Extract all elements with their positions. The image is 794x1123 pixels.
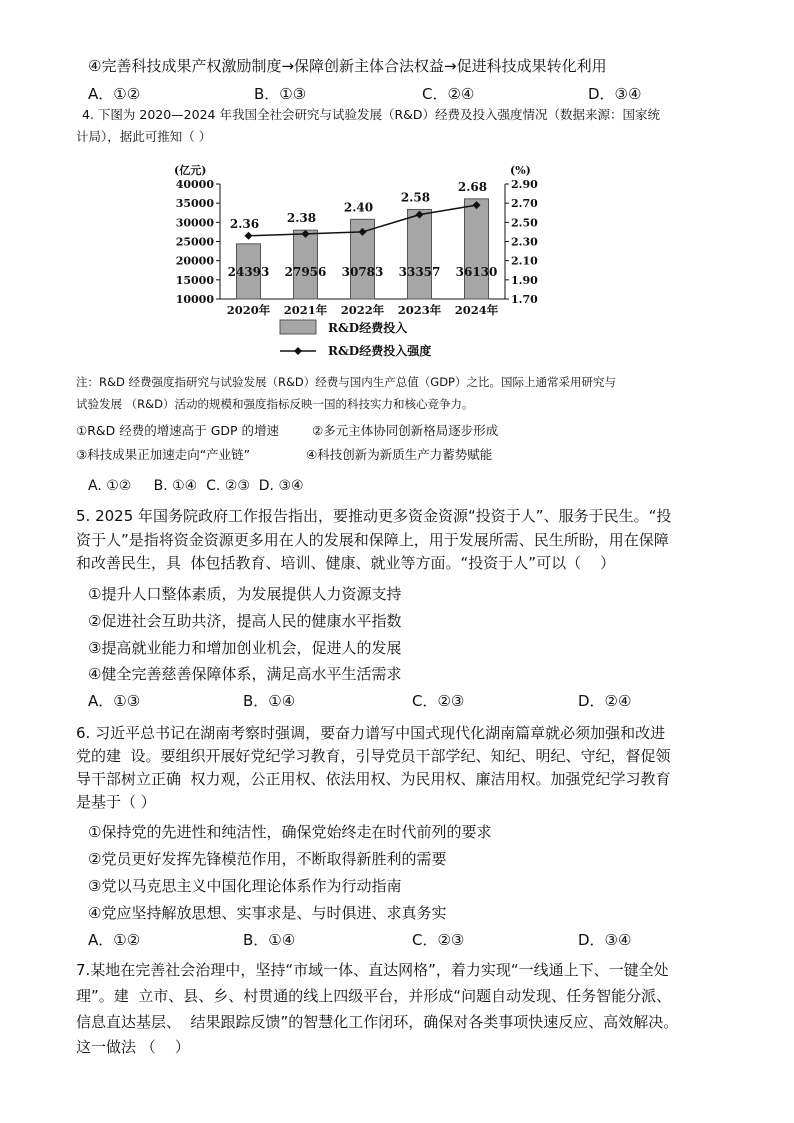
intensity-value-label: 2.38 — [286, 211, 317, 226]
q7-stem-line-4: 这一做法 （ ） — [76, 1038, 190, 1056]
q7-stem-line-3: 信息直达基层、 结果跟踪反馈”的智慧化工作闭环，确保对各类事项快速反应、高效解决。 — [76, 1013, 679, 1031]
q5-item-2: ②促进社会互助共济，提高人民的健康水平指数 — [88, 612, 402, 630]
q3-option-b: B．①③ — [254, 85, 307, 103]
rd-chart — [160, 160, 560, 366]
q6-item-3: ③党以马克思主义中国化理论体系作为行动指南 — [88, 877, 402, 895]
q6-stem-line-1: 6. 习近平总书记在湖南考察时强调，要奋力谱写中国式现代化湖南篇章就必须加强和改进 — [76, 724, 666, 742]
q5-stem-line-3: 和改善民生，具 体包括教育、培训、健康、就业等方面。“投资于人”可以（ ） — [76, 554, 616, 572]
right-tick-label: 2.50 — [511, 216, 538, 230]
right-tick-label: 2.90 — [511, 178, 538, 191]
q6-stem-line-3: 导干部树立正确 权力观，公正用权、依法用权、为民用权、廉洁用权。加强党纪学习教育 — [76, 770, 671, 788]
bar-value-label: 36130 — [455, 265, 498, 279]
left-tick-label: 40000 — [175, 178, 214, 191]
q7-stem-line-1: 7.某地在完善社会治理中，坚持“市域一体、直达网格”，着力实现“一线通上下、一键全处 — [76, 961, 669, 979]
intensity-point — [245, 232, 253, 240]
rd-bar — [465, 199, 489, 299]
q6-item-2: ②党员更好发挥先锋模范作用，不断取得新胜利的需要 — [88, 850, 447, 868]
q3-option-a: A．①② — [88, 85, 141, 103]
right-tick-label: 2.70 — [511, 197, 538, 211]
q4-options: A. ①② B. ①④ C. ②③ D. ③④ — [88, 478, 304, 494]
q3-item-4: ④完善科技成果产权激励制度→保障创新主体合法权益→促进科技成果转化利用 — [88, 57, 607, 75]
legend-line-marker — [294, 347, 302, 355]
q7-stem-line-2: 理”。建 立市、县、乡、村贯通的线上四级平台，并形成“问题自动发现、任务智能分派、 — [76, 987, 672, 1005]
bar-value-label: 33357 — [398, 265, 441, 279]
q5-stem-line-1: 5. 2025 年国务院政府工作报告指出，要推动更多资金资源“投资于人”、服务于民生。“投 — [76, 507, 672, 525]
q6-stem-line-4: 是基于（ ） — [76, 793, 156, 811]
right-tick-label: 2.30 — [511, 235, 538, 249]
q4-note-line-2: 试验发展 （R&D）活动的规模和强度指标反映一国的科技实力和核心竞争力。 — [76, 397, 474, 411]
x-tick-label: 2024年 — [454, 303, 499, 317]
left-axis-ticks — [176, 178, 220, 306]
legend-bar-swatch — [280, 320, 316, 334]
q4-item-2: ②多元主体协同创新格局逐步形成 — [312, 423, 499, 438]
intensity-value-label: 2.36 — [229, 216, 260, 231]
q4-item-3: ③科技成果正加速走向“产业链” — [76, 447, 251, 462]
rd-bar — [408, 209, 432, 299]
intensity-value-label: 2.40 — [343, 200, 374, 215]
q6-option-d: D．③④ — [578, 931, 632, 949]
q3-option-c: C．②④ — [422, 85, 475, 103]
bar-value-label: 30783 — [341, 265, 384, 279]
left-tick-label: 10000 — [175, 293, 214, 306]
legend-bar-label: R&D经费投入 — [328, 321, 408, 335]
x-tick-label: 2023年 — [397, 303, 442, 317]
right-tick-label: 2.10 — [511, 254, 538, 268]
q6-option-a: A．①② — [88, 931, 141, 949]
q6-item-1: ①保持党的先进性和纯洁性，确保党始终走在时代前列的要求 — [88, 823, 492, 841]
q6-option-b: B．①④ — [243, 931, 296, 949]
q5-option-b: B．①④ — [243, 692, 296, 710]
left-axis-unit: (亿元) — [174, 164, 207, 177]
left-tick-label: 25000 — [175, 235, 214, 249]
left-tick-label: 20000 — [175, 254, 214, 268]
intensity-value-label: 2.58 — [400, 190, 431, 205]
q6-item-4: ④党应坚持解放思想、实事求是、与时俱进、求真务实 — [88, 904, 447, 922]
q5-stem-line-2: 资于人”是指将资金资源更多用在人的发展和保障上，用于发展所需、民生所盼，用在保障 — [76, 531, 669, 549]
q5-option-a: A．①③ — [88, 692, 141, 710]
q5-option-d: D．②④ — [578, 692, 632, 710]
x-tick-label: 2021年 — [283, 303, 328, 317]
legend-line-label: R&D经费投入强度 — [328, 344, 432, 358]
bar-value-label: 27956 — [284, 265, 327, 279]
q4-item-1: ①R&D 经费的增速高于 GDP 的增速 — [76, 423, 280, 438]
q4-stem-line-1: 4. 下图为 2020—2024 年我国全社会研究与试验发展（R&D）经费及投入强度情况（数据来源：国家统 — [82, 107, 661, 122]
right-tick-label: 1.90 — [511, 273, 538, 287]
bar-value-label: 24393 — [227, 265, 270, 279]
left-tick-label: 15000 — [175, 273, 214, 287]
x-axis-ticks — [227, 303, 499, 317]
right-tick-label: 1.70 — [511, 293, 538, 306]
q4-stem-line-2: 计局），据此可推知（ ） — [76, 129, 212, 144]
q5-option-c: C．②③ — [412, 692, 465, 710]
right-axis-unit: (%) — [510, 164, 531, 177]
q6-stem-line-2: 党的建 设。要组织开展好党纪学习教育，引导党员干部学纪、知纪、明纪、守纪，督促领 — [76, 747, 671, 765]
q3-option-d: D．③④ — [588, 85, 642, 103]
left-tick-label: 35000 — [175, 197, 214, 211]
x-tick-label: 2022年 — [340, 303, 385, 317]
intensity-value-label: 2.68 — [457, 179, 488, 194]
left-tick-label: 30000 — [175, 216, 214, 230]
q4-item-4: ④科技创新为新质生产力蓄势赋能 — [306, 447, 493, 462]
x-tick-label: 2020年 — [226, 303, 271, 317]
q5-item-3: ③提高就业能力和增加创业机会，促进人的发展 — [88, 639, 402, 657]
q6-option-c: C．②③ — [412, 931, 465, 949]
q5-item-1: ①提升人口整体素质，为发展提供人力资源支持 — [88, 585, 402, 603]
right-axis-ticks — [505, 178, 538, 306]
q4-note-line-1: 注：R&D 经费强度指研究与试验发展（R&D）经费与国内生产总值（GDP）之比。国际上通常采用研究与 — [76, 375, 616, 389]
q5-item-4: ④健全完善慈善保障体系，满足高水平生活需求 — [88, 665, 402, 683]
